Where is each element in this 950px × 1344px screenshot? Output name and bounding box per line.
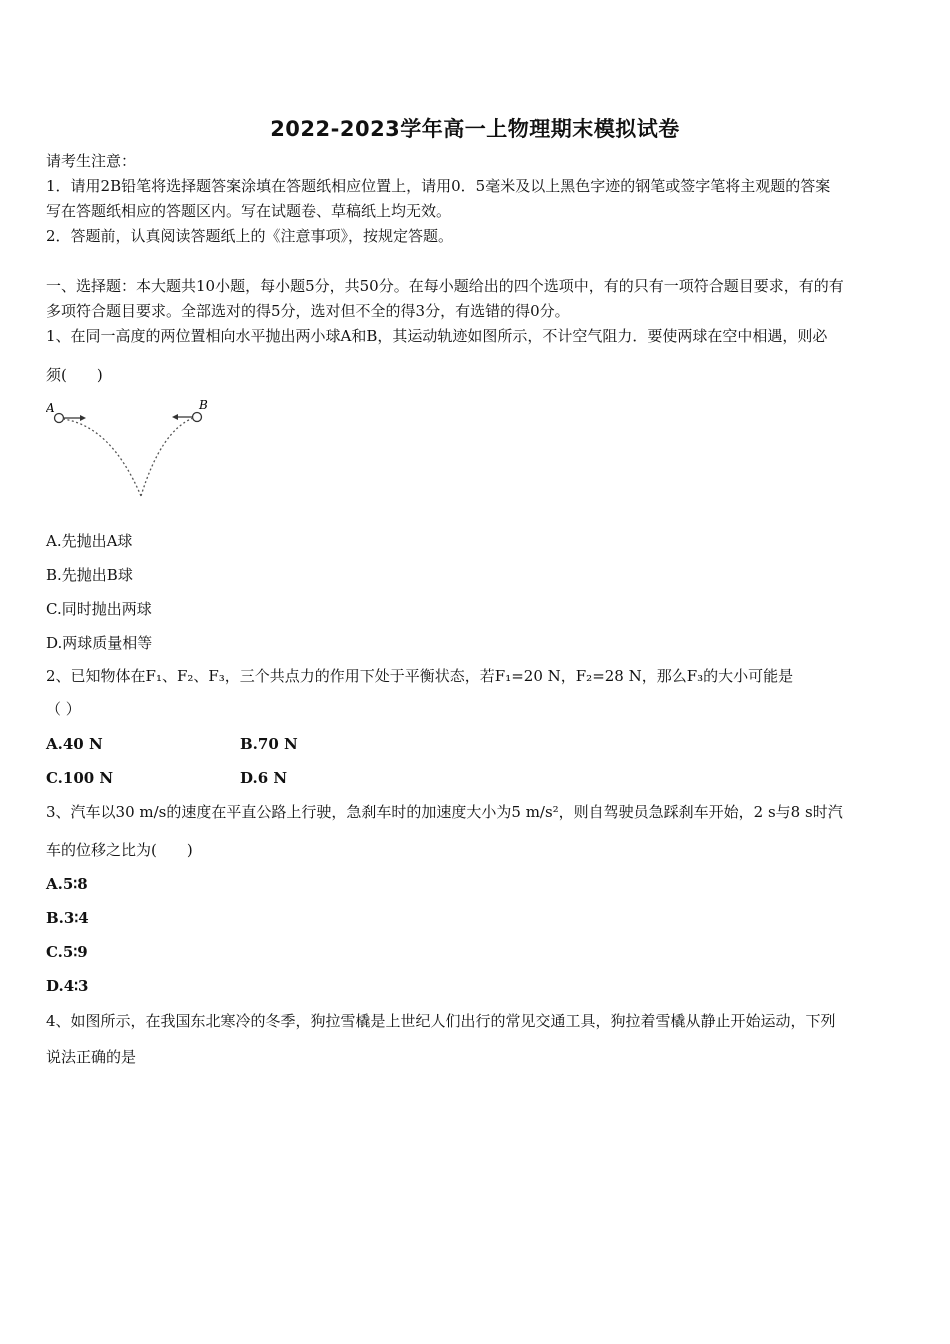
- trajectory-figure: [46, 396, 216, 502]
- question-2-option: D.6 N: [240, 769, 288, 787]
- question-1-option: D.两球质量相等: [46, 634, 153, 652]
- question-2-option: C.100 N: [46, 769, 114, 787]
- question-1-option: B.先抛出B球: [46, 566, 133, 584]
- trajectory-a: [63, 419, 141, 496]
- trajectory-b: [141, 418, 193, 496]
- question-4-stem: 说法正确的是: [46, 1048, 137, 1066]
- question-3-option: B.3∶4: [46, 909, 89, 927]
- ball-a: [55, 414, 64, 423]
- notice-item: 2．答题前，认真阅读答题纸上的《注意事项》，按规定答题。: [46, 227, 454, 245]
- section-instruction: 多项符合题目要求。全部选对的得5分，选对但不全的得3分，有选错的得0分。: [46, 302, 570, 320]
- question-3-option: D.4∶3: [46, 977, 89, 995]
- notice-item: 写在答题纸相应的答题区内。写在试题卷、草稿纸上均无效。: [46, 202, 452, 220]
- ball-b: [193, 413, 202, 422]
- question-1-option: A.先抛出A球: [46, 532, 133, 550]
- question-2-stem: （ ）: [46, 700, 81, 718]
- question-4-stem: 4、如图所示，在我国东北寒冷的冬季，狗拉雪橇是上世纪人们出行的常见交通工具，狗拉着雪橇从静止开始运动，下列: [46, 1012, 836, 1030]
- question-2-option: A.40 N: [46, 735, 103, 753]
- page-title: 2022-2023学年高一上物理期末模拟试卷: [270, 117, 680, 141]
- figure-label-a: A: [46, 401, 55, 415]
- question-1-stem: 须( ): [46, 366, 103, 384]
- notice-item: 1．请用2B铅笔将选择题答案涂填在答题纸相应位置上，请用0．5毫米及以上黑色字迹的钢笔或签字笔将主观题的答案: [46, 177, 831, 195]
- notice-heading: 请考生注意：: [46, 152, 137, 170]
- question-1-option: C.同时抛出两球: [46, 600, 152, 618]
- question-1-stem: 1、在同一高度的两位置相向水平抛出两小球A和B，其运动轨迹如图所示，不计空气阻力．要使两球在空中相遇，则必: [46, 327, 828, 345]
- arrowhead-b: [172, 414, 178, 420]
- question-2-option: B.70 N: [240, 735, 298, 753]
- question-3-option: C.5∶9: [46, 943, 88, 961]
- section-instruction: 一、选择题：本大题共10小题，每小题5分，共50分。在每小题给出的四个选项中，有的只有一项符合题目要求，有的有: [46, 277, 844, 295]
- question-3-stem: 3、汽车以30 m/s的速度在平直公路上行驶，急刹车时的加速度大小为5 m/s²，则自驾驶员急踩刹车开始，2 s与8 s时汽: [46, 803, 843, 821]
- question-3-option: A.5∶8: [46, 875, 88, 893]
- question-3-stem: 车的位移之比为( ): [46, 841, 193, 859]
- question-2-stem: 2、已知物体在F₁、F₂、F₃，三个共点力的作用下处于平衡状态，若F₁=20 N，F₂=28 N，那么F₃的大小可能是: [46, 667, 794, 685]
- figure-label-b: B: [199, 398, 208, 412]
- arrowhead-a: [80, 415, 86, 421]
